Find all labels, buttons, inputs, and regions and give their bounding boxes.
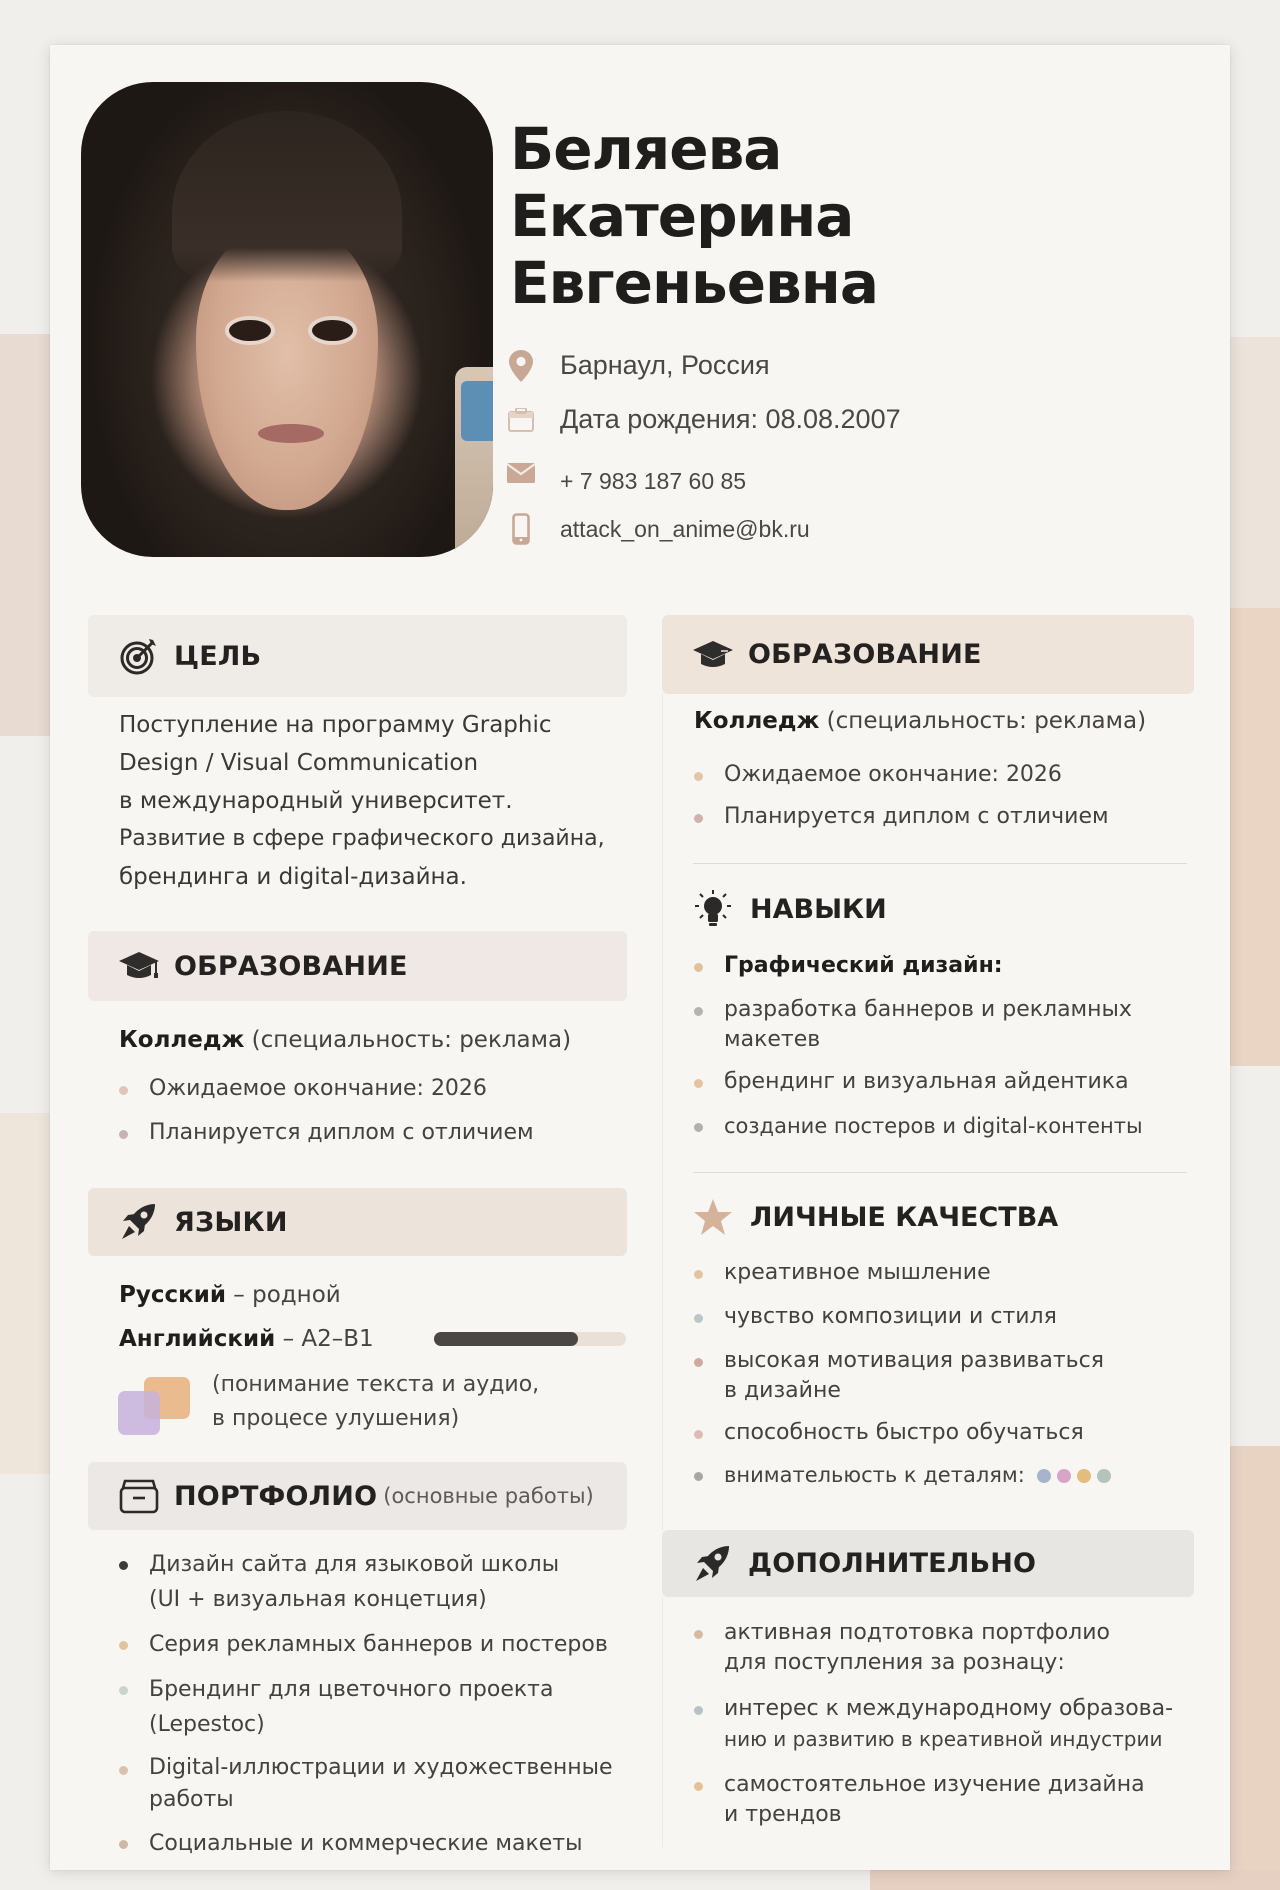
divider xyxy=(693,863,1187,864)
list-item: интерес к международному образова- нию и развитию в креативной индустрии xyxy=(694,1694,1204,1754)
photo-eye-right xyxy=(312,320,353,341)
first-name: Екатерина xyxy=(510,182,854,250)
list-item: чувство композиции и стиля xyxy=(694,1302,1194,1332)
list-item: высокая мотивация развиваться в дизайне xyxy=(694,1346,1194,1406)
qualities-list xyxy=(694,1258,1194,1490)
graduation-cap-icon xyxy=(118,945,160,987)
bg-cream-block-left-bottom xyxy=(0,1113,52,1474)
phone-icon xyxy=(506,514,536,544)
right-column-border xyxy=(662,694,663,1530)
bullet-dot xyxy=(119,1086,128,1095)
list-item: брендинг и визуальная айдентика xyxy=(694,1067,1194,1097)
bullet-dot xyxy=(694,963,703,972)
bullet-dot xyxy=(694,1706,703,1715)
education-right-list xyxy=(694,760,1109,832)
bullet-dot xyxy=(119,1130,128,1139)
section-qualities-title: ЛИЧНЫЕ КАЧЕСТВА xyxy=(750,1201,1059,1233)
archive-box-icon xyxy=(118,1475,160,1517)
right-column-border-bottom xyxy=(662,1597,663,1847)
full-name xyxy=(510,116,878,317)
goal-line: в международный университет. xyxy=(119,788,513,814)
location-text: Барнаул, Россия xyxy=(560,350,770,380)
portfolio-list xyxy=(119,1547,639,1861)
list-item: Брендинг для цветочного проекта (Lepestoc) xyxy=(119,1672,639,1742)
star-icon xyxy=(692,1196,734,1238)
section-additional-header xyxy=(662,1530,1194,1597)
goal-line: Design / Visual Communication xyxy=(119,750,479,776)
birthdate-text: Дата рождения: 08.08.2007 xyxy=(560,404,901,434)
note-line: (понимание текста и аудио, xyxy=(212,1372,540,1397)
bullet-dot xyxy=(119,1686,128,1695)
bullet-dot xyxy=(694,1123,703,1132)
lightbulb-icon xyxy=(692,888,734,930)
contact-phone[interactable] xyxy=(506,468,746,495)
color-dot-pink xyxy=(1057,1469,1071,1483)
divider xyxy=(693,1172,1187,1173)
color-dot-yellow xyxy=(1077,1469,1091,1483)
bullet-dot xyxy=(694,814,703,823)
list-item: Ожидаемое окончание: 2026 xyxy=(694,760,1109,790)
photo-phone xyxy=(455,367,493,557)
english-level-bar xyxy=(434,1332,626,1346)
bullet-dot xyxy=(694,1007,703,1016)
section-education-right-title: ОБРАЗОВАНИЕ xyxy=(748,639,982,670)
last-name: Беляева xyxy=(510,115,782,183)
section-education-left-title: ОБРАЗОВАНИЕ xyxy=(174,950,408,982)
contact-email[interactable] xyxy=(506,514,810,544)
education-left-institution xyxy=(119,1027,571,1053)
additional-list xyxy=(694,1618,1204,1830)
bullet-dot xyxy=(119,1561,128,1570)
profile-photo xyxy=(81,82,493,557)
language-russian xyxy=(119,1282,341,1308)
color-dot-blue xyxy=(1037,1469,1051,1483)
goal-line: брендинга и digital-дизайна. xyxy=(119,864,467,890)
photo-eye-left xyxy=(229,320,270,341)
english-level-fill xyxy=(434,1332,578,1346)
bullet-dot xyxy=(694,1782,703,1791)
list-item: Социальные и коммерческие макеты xyxy=(119,1826,639,1861)
section-goal-title: ЦЕЛЬ xyxy=(174,640,262,672)
bullet-dot xyxy=(694,772,703,781)
goal-line: Развитие в сфере графического дизайна, xyxy=(119,826,605,851)
list-item: креативное мышление xyxy=(694,1258,1194,1288)
section-languages-header xyxy=(88,1188,627,1256)
english-note xyxy=(212,1368,539,1436)
institution-specialty: (специальность: реклама) xyxy=(826,708,1147,734)
language-level: – родной xyxy=(233,1282,341,1308)
section-qualities-header xyxy=(692,1196,1058,1238)
list-item: Digital-иллюстрации и художественные работы xyxy=(119,1752,639,1816)
bullet-dot xyxy=(694,1472,703,1481)
section-portfolio-header xyxy=(88,1462,627,1530)
bg-light-block-right-top xyxy=(1230,337,1280,608)
target-icon xyxy=(118,635,160,677)
education-left-list xyxy=(119,1074,534,1148)
bullet-dot xyxy=(694,1079,703,1088)
language-english xyxy=(119,1326,374,1352)
calendar-icon xyxy=(506,405,536,435)
bullet-dot xyxy=(694,1270,703,1279)
skills-list xyxy=(694,951,1194,1141)
bg-peach-block-right-bottom xyxy=(1230,1446,1280,1890)
list-item: самостоятельное изучение дизайна и трендов xyxy=(694,1770,1204,1830)
overlapping-squares-icon xyxy=(118,1377,192,1437)
section-skills-header xyxy=(692,888,887,930)
contact-birthdate xyxy=(506,404,901,435)
section-goal-header xyxy=(88,615,627,697)
language-name: Русский xyxy=(119,1282,226,1308)
photo-hair xyxy=(172,111,403,282)
list-item: способность быстро обучаться xyxy=(694,1418,1194,1448)
institution-name: Колледж xyxy=(694,708,820,734)
email-address[interactable]: attack_on_anime@bk.ru xyxy=(560,515,810,542)
section-skills-title: НАВЫКИ xyxy=(750,893,887,925)
note-line: в процесе улушения) xyxy=(212,1406,460,1431)
patronymic: Евгеньевна xyxy=(510,249,878,317)
list-item: Серия рекламных баннеров и постеров xyxy=(119,1627,639,1662)
list-item: Дизайн сайта для языковой школы (UI + визуальная концетция) xyxy=(119,1547,639,1617)
list-item: Планируется диплом с отличием xyxy=(694,802,1109,832)
rocket-icon xyxy=(118,1201,160,1243)
institution-specialty: (специальность: реклама) xyxy=(251,1027,572,1053)
section-education-right-header xyxy=(662,615,1194,694)
rocket-icon xyxy=(692,1543,734,1585)
language-level: – A2–B1 xyxy=(282,1326,374,1352)
color-dot-sage xyxy=(1097,1469,1111,1483)
map-pin-icon xyxy=(506,351,536,381)
bullet-dot xyxy=(694,1314,703,1323)
list-item: создание постеров и digital-контенты xyxy=(694,1111,1194,1141)
bullet-dot xyxy=(694,1358,703,1367)
language-name: Английский xyxy=(119,1326,276,1352)
photo-lips xyxy=(258,424,324,443)
list-item: Ожидаемое окончание: 2026 xyxy=(119,1074,534,1104)
section-portfolio-subtitle: (основные работы) xyxy=(383,1484,594,1508)
section-additional-title: ДОПОЛНИТЕЛЬНО xyxy=(748,1548,1037,1579)
bg-beige-block-left-top xyxy=(0,334,52,736)
list-item: Планируется диплом с отличием xyxy=(119,1118,534,1148)
institution-name: Колледж xyxy=(119,1027,245,1053)
list-item: активная подтотовка портфолио для поступления за рознацу: xyxy=(694,1618,1204,1678)
bullet-dot xyxy=(119,1766,128,1775)
list-item: Графический дизайн: xyxy=(694,951,1194,981)
bg-peach-block-right xyxy=(1230,608,1280,1066)
graduation-cap-icon xyxy=(692,634,734,676)
list-item: разработка баннеров и рекламных макетев xyxy=(694,995,1194,1055)
bullet-dot xyxy=(694,1430,703,1439)
bullet-dot xyxy=(119,1641,128,1650)
section-education-left-header xyxy=(88,931,627,1001)
phone-number[interactable]: + 7 983 187 60 85 xyxy=(560,468,747,494)
goal-line: Поступление на программу Graphic xyxy=(119,712,552,738)
education-right-institution xyxy=(694,708,1146,734)
bullet-dot xyxy=(119,1840,128,1849)
contact-location xyxy=(506,350,770,381)
list-item: внимательюсть к деталям: xyxy=(694,1460,1194,1490)
detail-color-dots xyxy=(1037,1469,1111,1483)
section-languages-title: ЯЗЫКИ xyxy=(174,1206,288,1238)
envelope-icon xyxy=(506,458,536,488)
goal-text xyxy=(119,706,639,896)
bullet-dot xyxy=(694,1630,703,1639)
section-portfolio-title: ПОРТФОЛИО xyxy=(174,1480,378,1512)
bg-peach-block-bottom xyxy=(870,1870,1280,1890)
